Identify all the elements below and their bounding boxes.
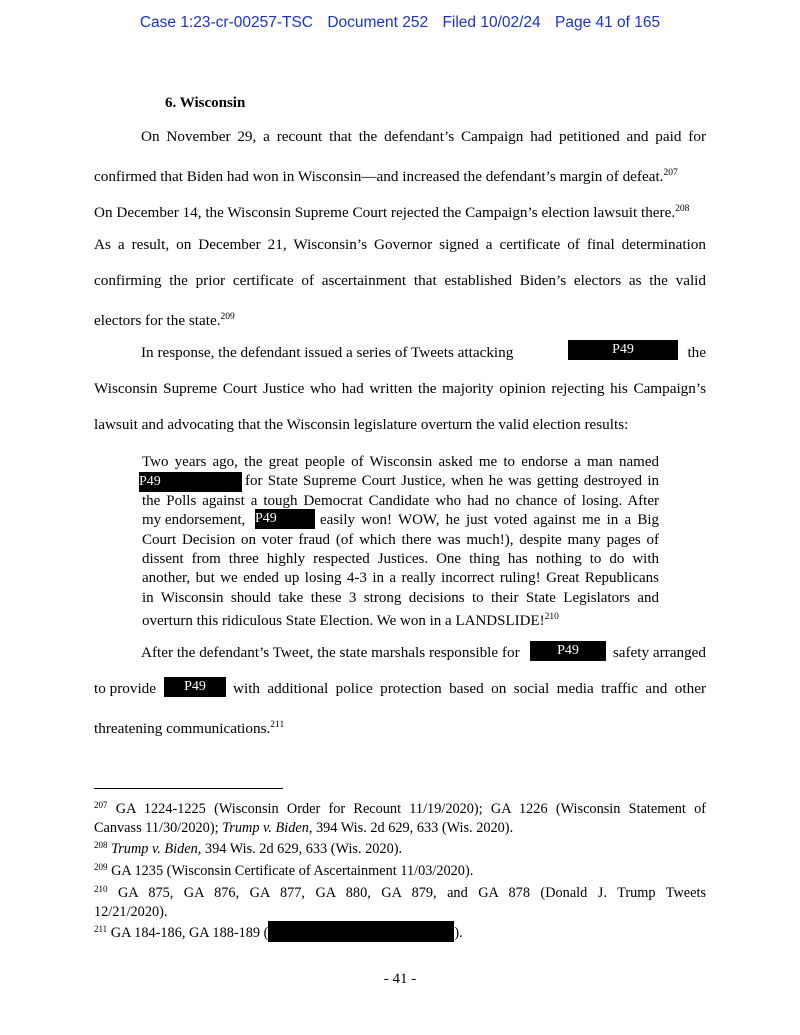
footnote-210: $^{210}$ GA 875, GA 876, GA 877, GA 880, GA 879, and GA 878 (Donald J. Trump Tweets 12/21/2020).	[94, 884, 707, 920]
footnote-ref-207: 207	[663, 168, 678, 178]
para1-line6: electors for the state.$^{209}$	[94, 312, 235, 329]
footnote-207: $^{207}$ GA 1224-1225 (Wisconsin Order for Recount 11/19/2020); GA 1226 (Wisconsin Statement of Canvass 11/30/2020); Trump v. Biden, 394 Wis. 2d 629, 633 (Wis. 2020).	[94, 800, 706, 836]
para1-line4: As a result, on December 21, Wisconsin’s Governor signed a certificate of final determination	[94, 236, 706, 253]
quote-line: Court Decision on voter fraud (of which there was much!), despite many pages of	[142, 531, 659, 548]
redaction-box: P49	[568, 340, 678, 360]
case-header	[0, 14, 800, 32]
page-count: Page 41 of 165	[555, 14, 661, 31]
quote-line: in Wisconsin should take these 3 strong decisions to their State Legislators and	[142, 589, 659, 606]
footnote-ref-209: 209	[220, 312, 235, 322]
redaction-box: P49	[164, 677, 226, 697]
footnote-ref-208: 208	[675, 204, 690, 214]
redaction-box: P49	[530, 641, 606, 661]
tweet-blockquote	[139, 453, 659, 630]
quote-line: overturn this ridiculous State Election. We won in a LANDSLIDE!$^{210}$	[142, 612, 559, 630]
document-number: Document 252	[327, 14, 429, 31]
footnote-208: $^{208}$ Trump v. Biden, 394 Wis. 2d 629, 633 (Wis. 2020).	[94, 840, 403, 857]
para1-line1: On November 29, a recount that the defendant’s Campaign had petitioned and paid for	[141, 128, 706, 145]
para1-line2: confirmed that Biden had won in Wisconsin—and increased the defendant’s margin of defeat.$^{207}$	[94, 168, 678, 185]
redaction-box	[268, 921, 454, 942]
page-number: - 41 -	[383, 971, 417, 987]
quote-line: my endorsement, P49 easily won! WOW, he just voted against me in a Big	[142, 511, 659, 529]
quote-line: dissent from three highly respected Justices. One thing has nothing to do with	[142, 550, 659, 567]
para1-line3: On December 14, the Wisconsin Supreme Court rejected the Campaign’s election lawsuit there.$^{208}$	[94, 204, 690, 221]
redaction-box: P49	[139, 472, 242, 492]
para2-line2: Wisconsin Supreme Court Justice who had written the majority opinion rejecting his Campaign’s	[94, 380, 706, 397]
redaction-box: P49	[255, 509, 315, 529]
footnote-209: $^{209}$ GA 1235 (Wisconsin Certificate of Ascertainment 11/03/2020).	[94, 862, 474, 879]
footnote-divider	[94, 788, 283, 789]
case-number: Case 1:23-cr-00257-TSC	[139, 14, 313, 31]
footnote-ref-210: 210	[544, 612, 559, 623]
quote-line: Two years ago, the great people of Wisconsin asked me to endorse a man named	[142, 454, 659, 470]
para1-line5: confirming the prior certificate of ascertainment that established Biden’s electors as the valid	[94, 272, 706, 289]
filed-date: Filed 10/02/24	[442, 14, 541, 31]
footnote-ref-211: 211	[270, 720, 285, 730]
footnote-211: $^{211}$ GA 184-186, GA 188-189 ( ).	[94, 920, 706, 943]
section-heading: 6. Wisconsin	[165, 95, 246, 111]
para3-line3: threatening communications.$^{211}$	[94, 720, 285, 737]
para2-line3: lawsuit and advocating that the Wisconsin legislature overturn the valid election results:	[94, 416, 629, 433]
quote-line: another, but we ended up losing 4-3 in a really incorrect ruling! Great Republicans	[142, 570, 659, 587]
quote-line: P49 for State Supreme Court Justice, when he was getting destroyed in	[142, 472, 659, 491]
quote-line: the Polls against a tough Democrat Candidate who had no chance of losing. After	[142, 492, 659, 509]
